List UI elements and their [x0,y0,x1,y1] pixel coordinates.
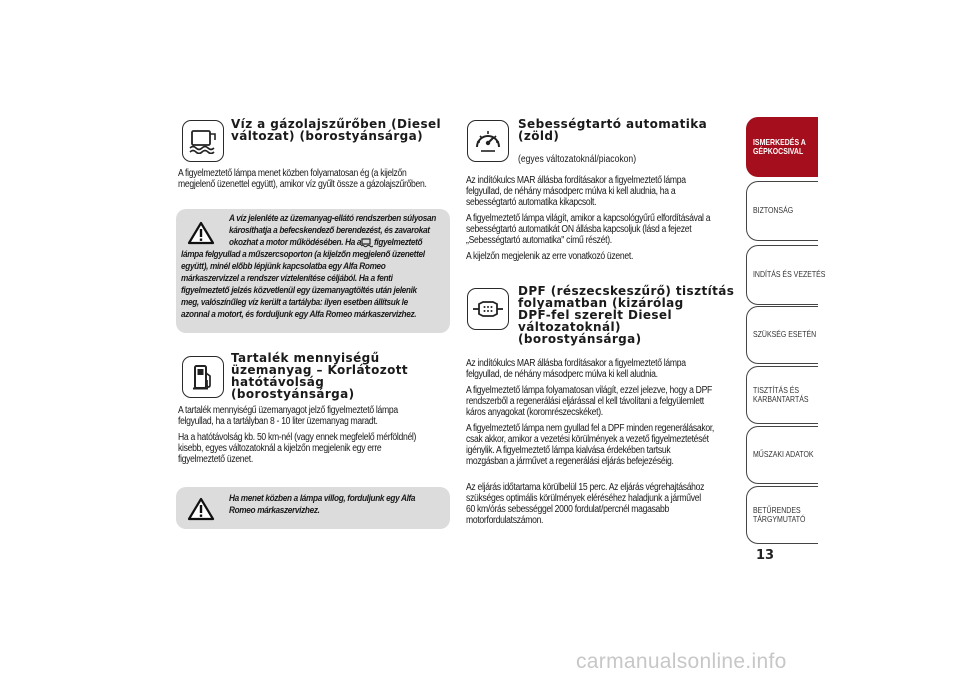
reserve-text-line: kisebb, egyes változatoknál a kijelzőn megjelenik egy erre [178,443,382,454]
warning-box-blinking [176,487,450,529]
cruise-text-line: A kijelzőn megjelenik az erre vonatkozó üzenet. [466,251,634,262]
tab-label: GÉPKOCSIVAL [753,146,804,156]
tab-starting-driving[interactable] [746,245,826,305]
warning-triangle-icon [187,221,215,245]
warning-text-line: figyelmeztető jelzés közvetlenül egy üzemanyagtöltés után jelenik [181,285,417,296]
warning-text-line: azonnal a motort, és forduljunk egy Alfa Romeo márkaszervizhez. [181,309,417,320]
dpf-text-line: A figyelmeztető lámpa folyamatosan világít, ezzel jelezve, hogy a DPF [466,385,712,396]
dpf-text-line: A figyelmeztető lámpa nem gyullad fel a DPF minden regenerálásakor, [466,423,715,434]
reserve-heading-line-1: Tartalék mennyiségű [231,351,380,365]
dpf-text-line: mozgásban a járművet a regenerálási eljárás befejezéséig. [466,456,674,467]
dpf-text-line: rendszerből a regenerálási eljárással el kell távolítani a felgyülemlett [466,396,704,407]
reserve-text-line: felgyullad, ha a tartályban 8 - 10 liter üzemanyag maradt. [178,416,378,427]
dpf-text-line: szükséges optimális körülmények eléréséhez haladjunk a járművel [466,493,701,504]
tab-safety[interactable] [746,181,818,241]
dpf-heading-line-5: (borostyánsárga) [518,332,642,346]
water-text-line: A figyelmeztető lámpa menet közben folyamatosan ég (a kijelzőn [178,168,407,179]
warning-text-line: Ha menet közben a lámpa villog, forduljunk egy Alfa [229,493,416,504]
dpf-text-line: igénylik. A figyelmeztető lámpa kialvása érdekében tartsuk [466,445,671,456]
dpf-text-line: csak akkor, amikor a vezetési körülmények a vezető figyelmeztetését [466,434,709,445]
warning-text-line: márkaszervizzel a rendszer víztelenítése céljából. Ha a fenti [181,273,393,284]
water-heading-line-2: változat) (borostyánsárga) [231,129,424,143]
water-heading-line-1: Víz a gázolajszűrőben (Diesel [231,117,442,131]
reserve-heading-line-3: hatótávolság [231,375,325,389]
dpf-text-line: Az eljárás időtartama körülbelül 15 perc. Az eljárás végrehajtásához [466,482,705,493]
dpf-heading-line-2: folyamatban (kizárólag [518,296,684,310]
cruise-subtitle: (egyes változatoknál/piacokon) [518,154,637,165]
fuel-pump-icon [182,356,224,398]
tab-getting-to-know[interactable] [746,117,818,177]
tab-label: MŰSZAKI ADATOK [753,449,814,460]
reserve-text-line: A tartalék mennyiségű üzemanyagot jelző figyelmeztető lámpa [178,405,398,416]
tab-label: BIZTONSÁG [753,205,794,216]
reserve-text-line: Ha a hatótávolság kb. 50 km-nél (vagy ennek megfelelő mérföldnél) [178,432,417,443]
dpf-filter-icon [467,288,509,330]
reserve-heading-line-2: üzemanyag – Korlátozott [231,363,409,377]
reserve-text-line: figyelmeztető üzenet. [178,454,253,465]
tab-index[interactable] [746,486,818,544]
warning-triangle-icon [187,497,215,521]
dpf-text-line: felgyullad, de néhány másodperc múlva ki kell aludnia. [466,369,658,380]
water-in-fuel-filter-icon [361,238,373,248]
cruise-control-icon [467,120,509,162]
tab-label: TISZTÍTÁS ÉS [753,384,800,395]
cruise-text-line: Az indítókulcs MAR állásba fordításakor a figyelmeztető lámpa [466,175,686,186]
tab-technical-data[interactable] [746,426,818,484]
water-in-fuel-filter-icon [182,120,224,162]
watermark: carmanualsonline.info [576,650,787,673]
warning-text-line: Romeo márkaszervizhez. [229,505,320,516]
dpf-heading-line-3: DPF-fel szerelt Diesel [518,308,672,322]
cruise-heading-line-2: (zöld) [518,129,560,143]
cruise-text-line: felgyullad, de néhány másodperc múlva ki kell aludnia, ha a [466,186,676,197]
dpf-text-line: káros anyagokat (koromrészecskéket). [466,407,603,418]
tab-label: TÁRGYMUTATÓ [753,514,806,524]
warning-text-line: lámpa felgyullad a műszercsoporton (a kijelzőn megjelenő üzenettel [181,249,425,260]
warning-text-line: együtt), minél előbb lépjünk kapcsolatba egy Alfa Romeo [181,261,386,272]
dpf-heading-line-4: változatoknál) [518,320,621,334]
dpf-text-line: Az indítókulcs MAR állásba fordításakor a figyelmeztető lámpa [466,358,686,369]
tab-cleaning-maintenance[interactable] [746,366,818,424]
warning-text-line: A víz jelenléte az üzemanyag-ellátó rendszerben súlyosan [229,213,436,224]
tab-label: ISMERKEDÉS A [753,136,806,147]
cruise-text-line: „Sebességtartó automatika" című részét). [466,235,612,246]
dpf-heading-line-1: DPF (részecskeszűrő) tisztítás [518,284,735,298]
warning-text-line: okozhat a motor működésében. Ha a [229,237,362,248]
cruise-text-line: sebességtartó automatikát ON állásba kapcsoljuk (lásd a fejezet [466,224,692,235]
tab-label: SZÜKSÉG ESETÉN [753,329,817,340]
cruise-text-line: A figyelmeztető lámpa világít, amikor a kapcsológyűrű elfordításával a [466,213,711,224]
page-number: 13 [756,548,775,563]
dpf-text-line: 60 km/órás sebességgel 2000 fordulat/percnél magasabb [466,504,670,515]
warning-text-line: meg, valószínűleg víz került a tartályba: ilyen esetben állítsuk le [181,297,408,308]
reserve-heading-line-4: (borostyánsárga) [231,387,355,401]
cruise-heading-line-1: Sebességtartó automatika [518,117,708,131]
tab-emergency[interactable] [746,306,818,364]
tab-label: KARBANTARTÁS [753,394,809,404]
cruise-text-line: sebességtartó automatika kikapcsolt. [466,197,597,208]
tab-label: BETŰRENDES [753,504,801,515]
dpf-text-line: motorfordulatszámon. [466,515,544,526]
water-text-line: megjelenő üzenettel együtt), amikor víz gyűlt össze a gázolajszűrőben. [178,179,427,190]
warning-text-line: károsíthatja a befecskendező berendezést, és zavarokat [229,225,430,236]
warning-box-water [176,209,450,333]
tab-label: INDÍTÁS ÉS VEZETÉS [753,269,826,280]
warning-text-line: figyelmeztető [374,237,423,248]
